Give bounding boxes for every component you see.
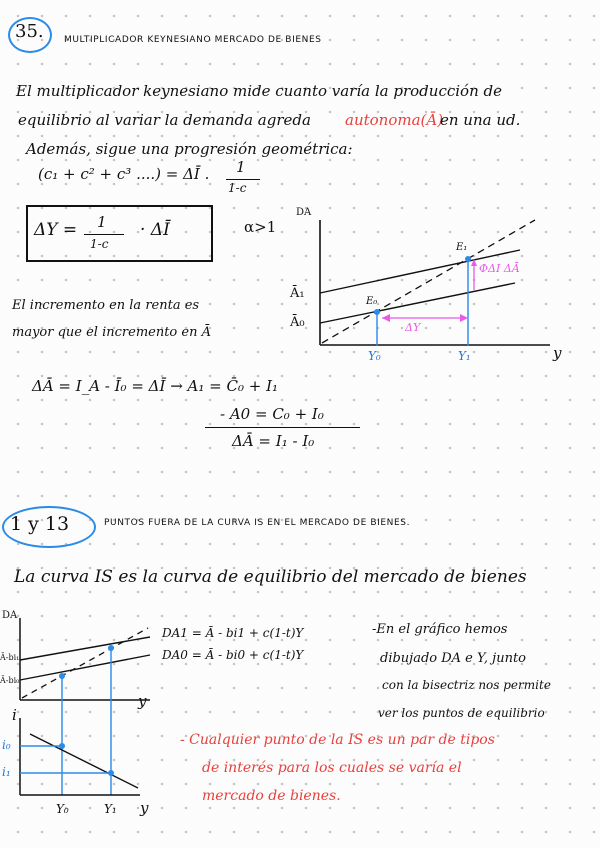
equation-line-1: ΔĀ = I_A - Ī₀ = ΔĪ → A₁ = C̄₀ + I₁ — [32, 377, 279, 395]
chart2-upper-point-0 — [59, 673, 65, 679]
chart2-abi0-label: Ā-bi₀ — [0, 676, 20, 685]
chart2-lower-y-label: y — [140, 799, 149, 817]
section2-title: PUNTOS FUERA DE LA CURVA IS EN EL MERCADO DE BIENES. — [104, 518, 411, 528]
series-fraction-numerator: 1 — [236, 158, 246, 176]
chart1-y0-label: Y₀ — [368, 349, 381, 363]
section2-number: 1 y 13 — [10, 513, 70, 535]
note-line-2: dibujado DA e Y, junto — [380, 651, 527, 666]
paragraph-line-2a: equilibrio al variar la demanda agreda — [18, 111, 311, 129]
chart1-delta-a-label: ΦΔI ΔĀ — [479, 262, 520, 275]
alpha-condition: α>1 — [244, 218, 277, 236]
autonomous-demand-term: autonoma(Ā) — [345, 111, 444, 129]
note-line-1: -En el gráfico hemos — [372, 622, 508, 637]
chart2-i0-label: i₀ — [2, 738, 11, 752]
chart1-a1-label: Ā₁ — [290, 286, 305, 301]
chart2-lower-point-1 — [108, 770, 114, 776]
multiplier-box-denominator: 1-c — [90, 237, 109, 251]
chart2-i1-label: i₁ — [2, 765, 11, 779]
chart2-da1-equation: DA1 = Ā - bi1 + c(1-t)Y — [162, 626, 304, 640]
chart2-da0-line — [20, 655, 150, 680]
increment-line-2: mayor que el incremento en Ā — [12, 325, 211, 340]
chart1-x-axis-label: y — [553, 344, 562, 362]
chart1-da-axis-label: DA — [296, 207, 312, 218]
chart2-y0-label: Y₀ — [56, 802, 69, 816]
section-title: MULTIPLICADOR KEYNESIANO MERCADO DE BIENES — [64, 35, 322, 45]
multiplier-box-left: ΔY = — [34, 220, 78, 240]
chart2-da1-line — [20, 637, 150, 660]
paragraph-line-1: El multiplicador keynesiano mide cuanto varía la producción de — [16, 82, 502, 100]
red-note-line-3: mercado de bienes. — [202, 788, 341, 804]
chart2-i-label: i — [12, 706, 17, 724]
chart1-e1-label: E₁ — [456, 242, 468, 253]
chart1-e0-label: E₀ — [366, 296, 378, 307]
red-note-line-2: de interés para los cuales se varía el — [202, 760, 462, 776]
chart2-abi1-label: Ā-bi₁ — [0, 653, 20, 662]
chart2-upper-point-1 — [108, 645, 114, 651]
note-line-4: ver los puntos de equilibrio — [378, 706, 545, 720]
chart1-delta-y-label: ΔY — [405, 321, 421, 334]
chart1-y1-label: Y₁ — [458, 349, 471, 363]
paragraph-line-2b: en una ud. — [440, 111, 521, 129]
chart2-lower-point-0 — [59, 743, 65, 749]
chart2-bisector — [22, 628, 148, 698]
section-number: 35. — [15, 21, 44, 42]
equation-line-3: ΔĀ = I₁ - I₀ — [232, 432, 315, 450]
paragraph-line-3: Además, sigue una progresión geométrica: — [26, 140, 353, 158]
chart2-is-curve — [30, 734, 138, 788]
multiplier-box-numerator: 1 — [97, 213, 107, 231]
multiplier-box-right: · ΔĪ — [140, 220, 170, 240]
note-line-3: con la bisectriz nos permite — [382, 678, 551, 692]
increment-line-1: El incremento en la renta es — [12, 298, 200, 313]
red-note-line-1: - Cualquier punto de la IS es un par de tipos — [180, 732, 495, 748]
chart2-da0-equation: DA0 = Ā - bi0 + c(1-t)Y — [162, 648, 304, 662]
geometric-series-formula: (c₁ + c² + c³ ....) = ΔĪ . — [38, 165, 210, 183]
equation-line-2: - A0 = C₀ + I₀ — [220, 405, 324, 423]
series-fraction-denominator: 1-c — [228, 181, 247, 195]
chart2-y1-label: Y₁ — [104, 802, 117, 816]
chart1-a0-label: Ā₀ — [290, 315, 305, 330]
chart2-upper-y-label: y — [138, 692, 147, 710]
section2-intro: La curva IS es la curva de equilibrio del mercado de bienes — [14, 567, 527, 587]
chart2-da-label: DA — [2, 610, 18, 621]
